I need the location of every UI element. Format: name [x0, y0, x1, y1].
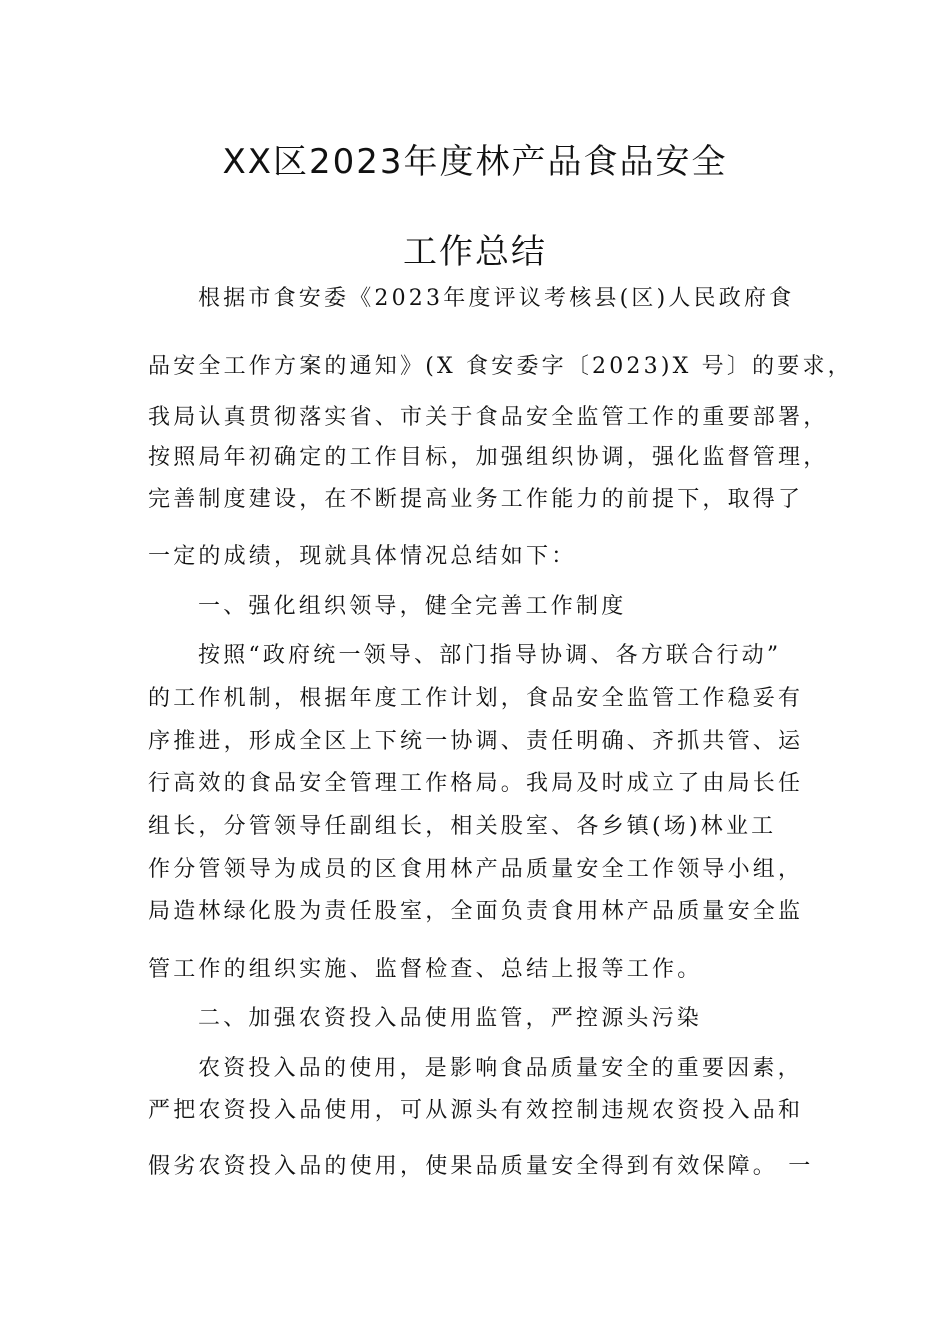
paragraph-line: 的工作机制，根据年度工作计划，食品安全监管工作稳妥有: [148, 686, 804, 711]
paragraph-line: 假劣农资投入品的使用，使果品质量安全得到有效保障。 一: [148, 1154, 814, 1179]
paragraph-line: 管工作的组织实施、监督检查、总结上报等工作。: [148, 957, 703, 982]
section-heading: 一、强化组织领导，健全完善工作制度: [198, 594, 627, 619]
paragraph-line: 作分管领导为成员的区食用林产品质量安全工作领导小组，: [148, 857, 804, 882]
paragraph-line: 严把农资投入品使用，可从源头有效控制违规农资投入品和: [148, 1098, 804, 1123]
paragraph-line: 局造林绿化股为责任股室，全面负责食用林产品质量安全监: [148, 899, 804, 924]
document-title-line-1: XX区2023年度林产品食品安全: [222, 142, 728, 182]
paragraph-line: 按照局年初确定的工作目标，加强组织协调，强化监督管理，: [148, 445, 829, 470]
paragraph-line: 品安全工作方案的通知》(X 食安委字〔2023)X 号〕的要求，: [148, 354, 853, 379]
paragraph-line: 行高效的食品安全管理工作格局。我局及时成立了由局长任: [148, 771, 804, 796]
paragraph-line: 按照“政府统一领导、部门指导协调、各方联合行动”: [198, 643, 782, 668]
paragraph-line: 完善制度建设，在不断提高业务工作能力的前提下，取得了: [148, 487, 804, 512]
paragraph-line: 我局认真贯彻落实省、市关于食品安全监管工作的重要部署，: [148, 405, 829, 430]
paragraph-line: 农资投入品的使用，是影响食品质量安全的重要因素，: [198, 1056, 803, 1081]
paragraph-line: 一定的成绩，现就具体情况总结如下：: [148, 544, 577, 569]
section-heading: 二、加强农资投入品使用监管，严控源头污染: [198, 1006, 703, 1031]
paragraph-line: 组长，分管领导任副组长，相关股室、各乡镇(场)林业工: [148, 814, 777, 839]
paragraph-line: 根据市食安委《2023年度评议考核县(区)人民政府食: [198, 286, 795, 311]
document-title-line-2: 工作总结: [403, 232, 547, 272]
paragraph-line: 序推进，形成全区上下统一协调、责任明确、齐抓共管、运: [148, 729, 804, 754]
